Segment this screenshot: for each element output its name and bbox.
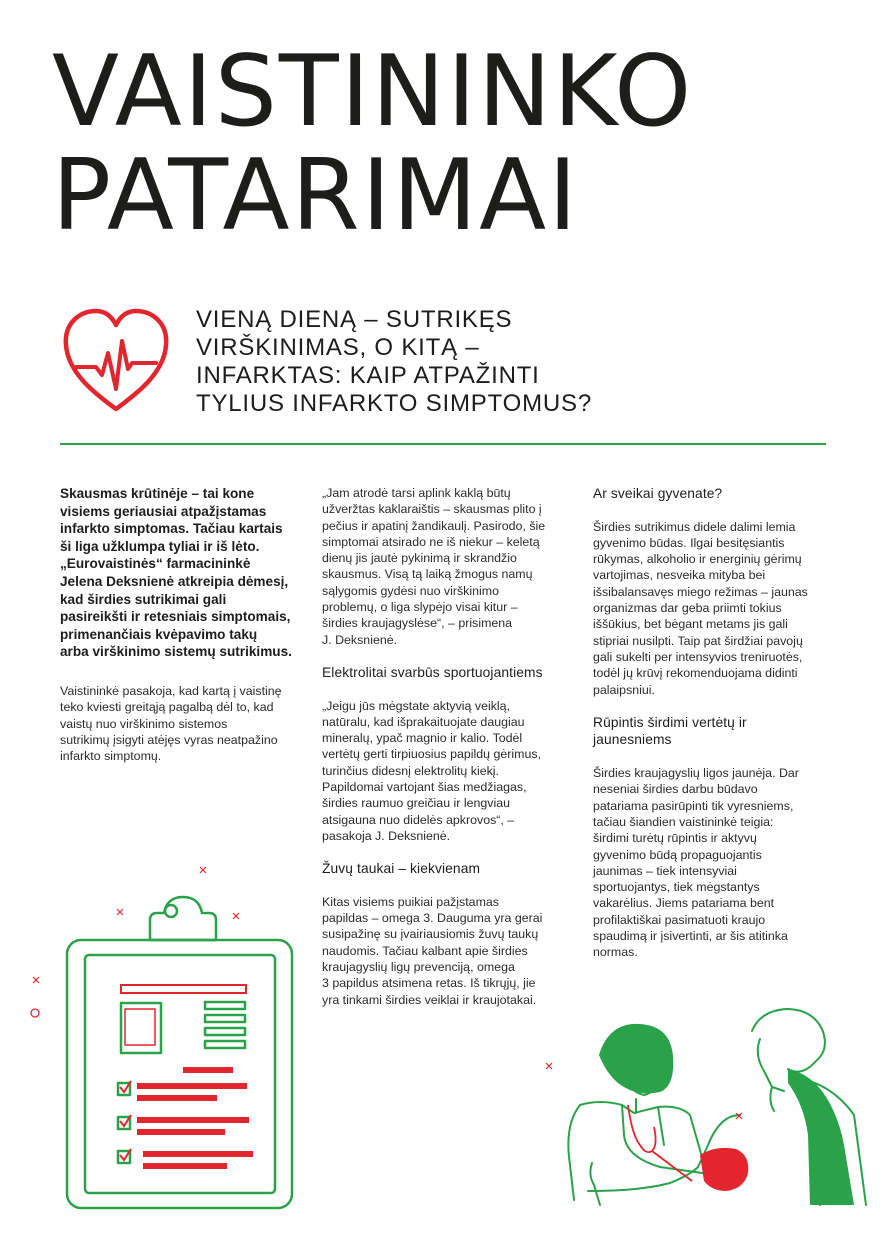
lead-line: ši liga užklumpa tyliai ir iš lėto. bbox=[60, 538, 260, 554]
body-paragraph bbox=[593, 519, 828, 698]
body-line: sąlygomis gydėsi nuo virškinimo bbox=[322, 583, 499, 598]
body-line: širdies kraujagyslėse“, – prisimena bbox=[322, 616, 513, 631]
body-line: neseniai širdies darbu būdavo bbox=[593, 782, 758, 797]
body-line: užveržtas kaklaraištis – skausmas plito į bbox=[322, 502, 542, 517]
heart-pulse-icon bbox=[60, 305, 172, 417]
lead-paragraph bbox=[60, 485, 295, 661]
body-line: todėl jų krūvį rekomenduojama didinti bbox=[593, 666, 798, 681]
body-line: dienų jis jautė pykinimą ir skrandžio bbox=[322, 551, 517, 566]
headline-line-4: TYLIUS INFARKTO SIMPTOMUS? bbox=[196, 390, 592, 417]
body-line: jaunimas – tiek intensyviai bbox=[593, 863, 737, 878]
body-line: pasakoja J. Deksnienė. bbox=[322, 828, 451, 843]
body-line: vartojimas, nesveika mityba bei bbox=[593, 568, 766, 583]
body-line: Vaistininkė pasakoja, kad kartą į vaistinę bbox=[60, 683, 282, 698]
body-line: J. Deksnienė. bbox=[322, 632, 398, 647]
body-line: vertėtų gerti tirpiuosius papildų gėrimus, bbox=[322, 747, 542, 762]
body-line: atsigauna nuo didelės apkrovos“, – bbox=[322, 812, 515, 827]
body-line: širdimi turėtų rūpintis ir aktyvų bbox=[593, 831, 757, 846]
body-line: gyvenimo būdas. Ilgai besitęsiantis bbox=[593, 535, 785, 550]
body-paragraph bbox=[60, 683, 295, 764]
body-line: Papildomai vartojant šias medžiagas, bbox=[322, 780, 527, 795]
heading-line: Rūpintis širdimi vertėtų ir bbox=[593, 714, 747, 730]
body-line: „Jeigu jūs mėgstate aktyvią veiklą, bbox=[322, 698, 511, 713]
body-line: vaistų nuo virškinimo sistemos bbox=[60, 716, 228, 731]
body-line: išsibalansavęs miego režimas – jaunas bbox=[593, 584, 808, 599]
lead-line: Jelena Deksnienė atkreipia dėmesį, bbox=[60, 573, 289, 589]
body-line: infarkto simptomų. bbox=[60, 749, 162, 764]
body-paragraph bbox=[593, 765, 828, 961]
body-line: yra tinkami širdies veiklai ir kraujotakai. bbox=[322, 992, 537, 1007]
section-heading: Elektrolitai svarbūs sportuojantiems bbox=[322, 664, 543, 680]
doctor-patient-illustration bbox=[540, 995, 870, 1210]
body-line: normas. bbox=[593, 945, 638, 960]
body-line: profilaktiškai pasimatuoti kraujo bbox=[593, 912, 766, 927]
page-title bbox=[52, 35, 694, 253]
lead-line: primenančiais kvėpavimo takų bbox=[60, 626, 258, 642]
section-heading: Ar sveikai gyvenate? bbox=[593, 486, 723, 501]
lead-line: „Eurovaistinės“ farmacininkė bbox=[60, 556, 251, 572]
body-paragraph bbox=[322, 485, 557, 648]
body-line: stipriai nusilpti. Taip pat širdžiai pavojų bbox=[593, 633, 803, 648]
headline-line-3: INFARKTAS: KAIP ATPAŽINTI bbox=[196, 362, 540, 389]
body-line: teko kviesti greitąją pagalbą dėl to, kad bbox=[60, 700, 274, 715]
body-line: gali sukelti per intensyvios treniruotės, bbox=[593, 649, 803, 664]
body-line: „Jam atrodė tarsi aplink kaklą būtų bbox=[322, 486, 511, 500]
lead-line: Skausmas krūtinėje – tai kone bbox=[60, 486, 255, 501]
body-line: susipažinę su įvairiausiomis žuvų taukų bbox=[322, 927, 539, 942]
body-line: 3 papildus atsimena retas. Iš tikrųjų, jie bbox=[322, 976, 536, 991]
body-line: Širdies sutrikimus didele dalimi lemia bbox=[593, 519, 796, 534]
lead-line: kad širdies sutrikimai gali bbox=[60, 591, 227, 607]
title-line-2: PATARIMAI bbox=[52, 139, 580, 253]
heading-line: jaunesniems bbox=[593, 732, 672, 748]
column-1 bbox=[60, 485, 295, 780]
body-line: Kitas visiems puikiai pažįstamas bbox=[322, 894, 499, 909]
lead-line: pasireikšti ir retesniais simptomais, bbox=[60, 609, 291, 625]
body-line: rūkymas, alkoholio ir energinių gėrimų bbox=[593, 552, 802, 567]
body-line: kraujagyslių ligų prevenciją, omega bbox=[322, 960, 515, 975]
body-line: naudomis. Tačiau kalbant apie širdies bbox=[322, 943, 528, 958]
body-line: pečius ir apatinį žandikaulį. Pasirodo, šie bbox=[322, 518, 546, 533]
body-line: mineralų, ypač magnio ir kalio. Todėl bbox=[322, 731, 523, 746]
body-line: palaipsniui. bbox=[593, 682, 655, 697]
body-line: širdies raumuo greičiau ir lengviau bbox=[322, 796, 511, 811]
body-line: tačiau šiandien vaistininkė teigia: bbox=[593, 814, 774, 829]
body-line: organizmas dar geba priimti tokius bbox=[593, 601, 782, 616]
body-line: problemų, o liga slypėjo visai kitur – bbox=[322, 600, 518, 615]
body-line: patariama pasirūpinti tik vyresniems, bbox=[593, 798, 794, 813]
headline-line-1: VIENĄ DIENĄ – SUTRIKĘS bbox=[196, 306, 513, 333]
lead-line: arba virškinimo sistemų sutrikimus. bbox=[60, 644, 292, 660]
green-divider bbox=[60, 443, 826, 445]
title-line-1: VAISTININKO bbox=[52, 35, 694, 149]
lead-line: infarkto simptomas. Tačiau kartais bbox=[60, 521, 283, 537]
body-line: skausmus. Visą tą laiką žmogus namų bbox=[322, 567, 533, 582]
column-2 bbox=[322, 485, 557, 1024]
headline-line-2: VIRŠKINIMAS, O KITĄ – bbox=[196, 334, 480, 361]
body-line: vakarėlius. Jiems patariama bent bbox=[593, 896, 775, 911]
section-heading: Žuvų taukai – kiekvienam bbox=[322, 861, 481, 877]
body-line: natūralu, kad išprakaituojate daugiau bbox=[322, 714, 525, 729]
body-paragraph bbox=[322, 894, 557, 1008]
body-line: sportuojantys, tiek mėgstantys bbox=[593, 880, 760, 895]
column-3 bbox=[593, 485, 828, 977]
body-line: Širdies kraujagyslių ligos jaunėja. Dar bbox=[593, 766, 799, 781]
body-line: gyvenimo būdą propaguojantis bbox=[593, 847, 762, 862]
body-line: turinčius didesnį elektrolitų kiekį. bbox=[322, 763, 499, 778]
section-heading bbox=[593, 714, 828, 749]
clipboard-illustration bbox=[25, 855, 305, 1215]
body-paragraph bbox=[322, 698, 557, 845]
body-line: iššūkius, bet bėgant metams jis gali bbox=[593, 617, 788, 632]
body-line: sutrikimų įsigyti atėjęs vyras neatpažino bbox=[60, 732, 278, 747]
body-line: simptomai atsirado ne iš niekur – keletą bbox=[322, 534, 540, 549]
article-headline bbox=[196, 306, 836, 418]
body-line: papildas – omega 3. Dauguma yra gerai bbox=[322, 911, 543, 926]
lead-line: visiems geriausiai atpažįstamas bbox=[60, 503, 267, 519]
body-line: spaudimą ir įsivertinti, ar šis atitinka bbox=[593, 929, 788, 944]
